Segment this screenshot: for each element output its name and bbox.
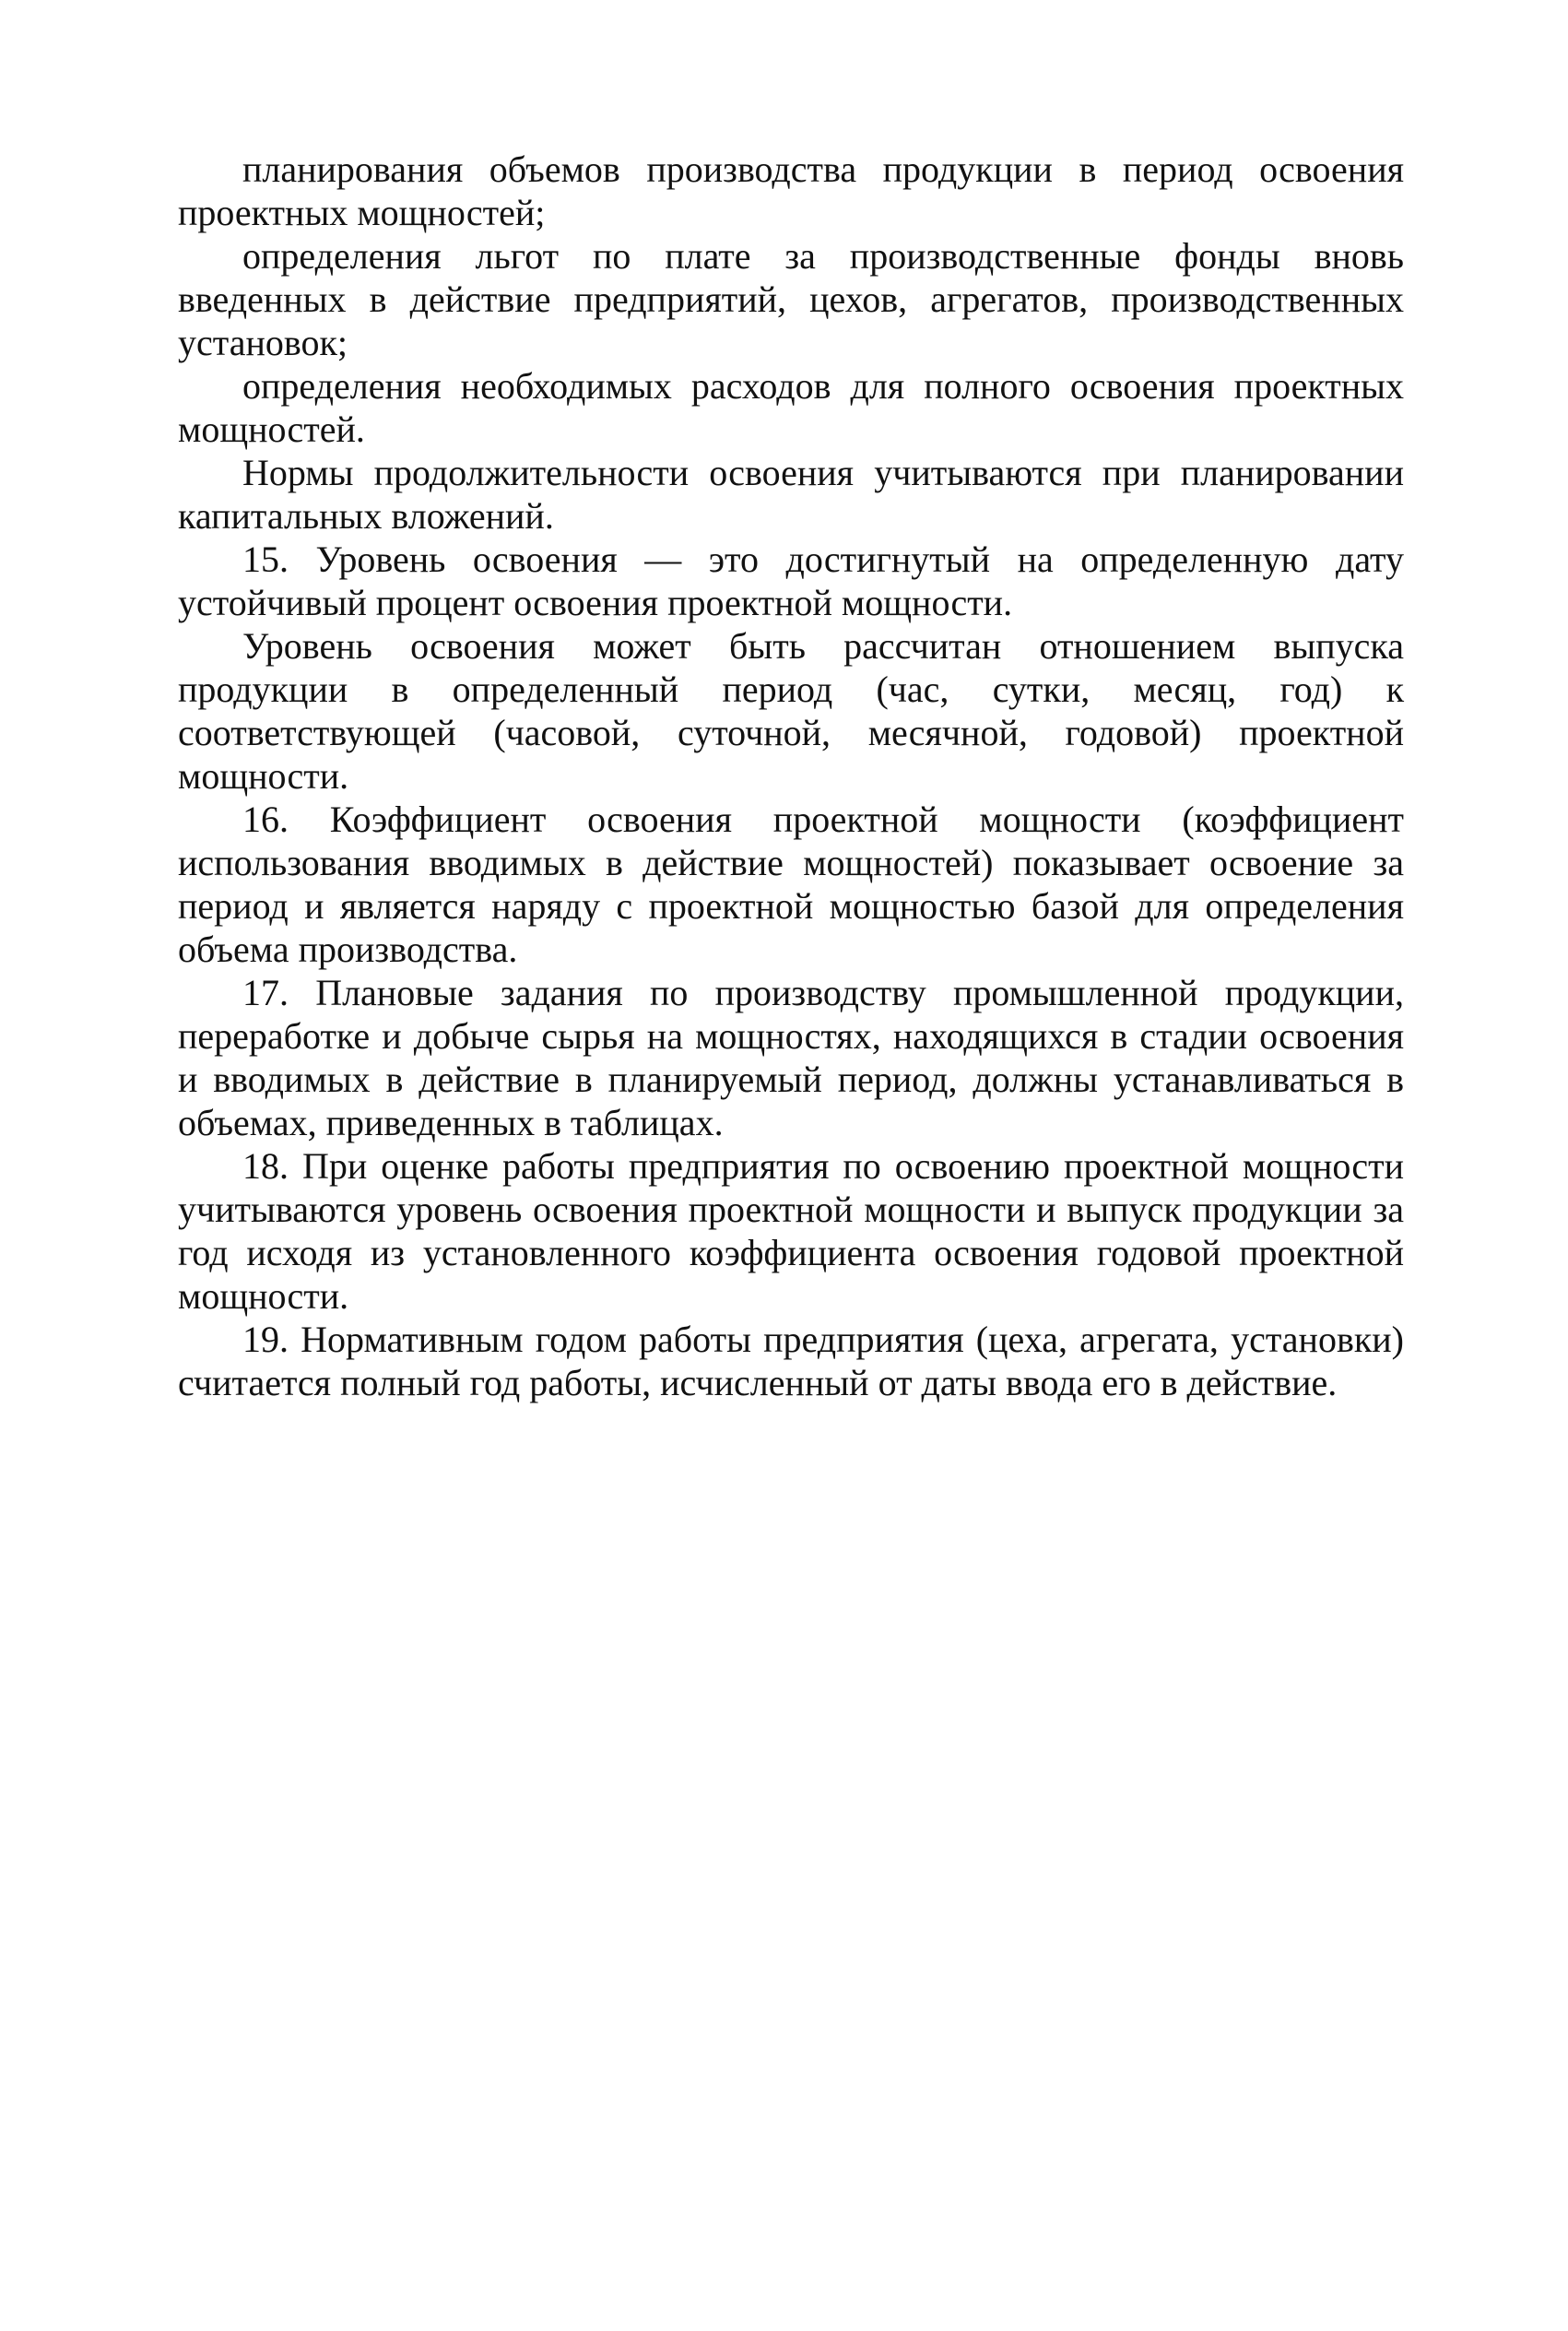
paragraph-16-development-coefficient: 16. Коэффициент освоения проектной мощности (коэффициент использования вводимых в действие мощностей) показывает освоение за период и является наряду с проектной мощностью базой для определения объема производства. [178, 799, 1404, 970]
paragraph-18-performance-evaluation: 18. При оценке работы предприятия по освоению проектной мощности учитываются уровень освоения проектной мощности и выпуск продукции за год исходя из установленного коэффициента освоения годовой проектной мощности. [178, 1145, 1404, 1317]
paragraph-19-normative-year: 19. Нормативным годом работы предприятия (цеха, агрегата, установки) считается полный год работы, исчисленный от даты ввода его в действие. [178, 1319, 1404, 1403]
paragraph-planning-volumes: планирования объемов производства продукции в период освоения проектных мощностей; [178, 148, 1404, 233]
document-page [178, 148, 1404, 1404]
paragraph-required-expenses: определения необходимых расходов для полного освоения проектных мощностей. [178, 365, 1404, 450]
paragraph-level-calculation: Уровень освоения может быть рассчитан отношением выпуска продукции в определенный период (час, сутки, месяц, год) к соответствующей (часовой, суточной, месячной, годовой) проектной мощности. [178, 625, 1404, 797]
paragraph-17-planned-targets: 17. Плановые задания по производству промышленной продукции, переработке и добыче сырья на мощностях, находящихся в стадии освоения и вводимых в действие в планируемый период, должны устанавливаться в объемах, приведенных в таблицах. [178, 972, 1404, 1143]
paragraph-15-development-level: 15. Уровень освоения — это достигнутый на определенную дату устойчивый процент освоения проектной мощности. [178, 538, 1404, 623]
paragraph-fund-benefits: определения льгот по плате за производственные фонды вновь введенных в действие предприятий, цехов, агрегатов, производственных установок; [178, 235, 1404, 363]
paragraph-duration-norms: Нормы продолжительности освоения учитываются при планировании капитальных вложений. [178, 452, 1404, 537]
